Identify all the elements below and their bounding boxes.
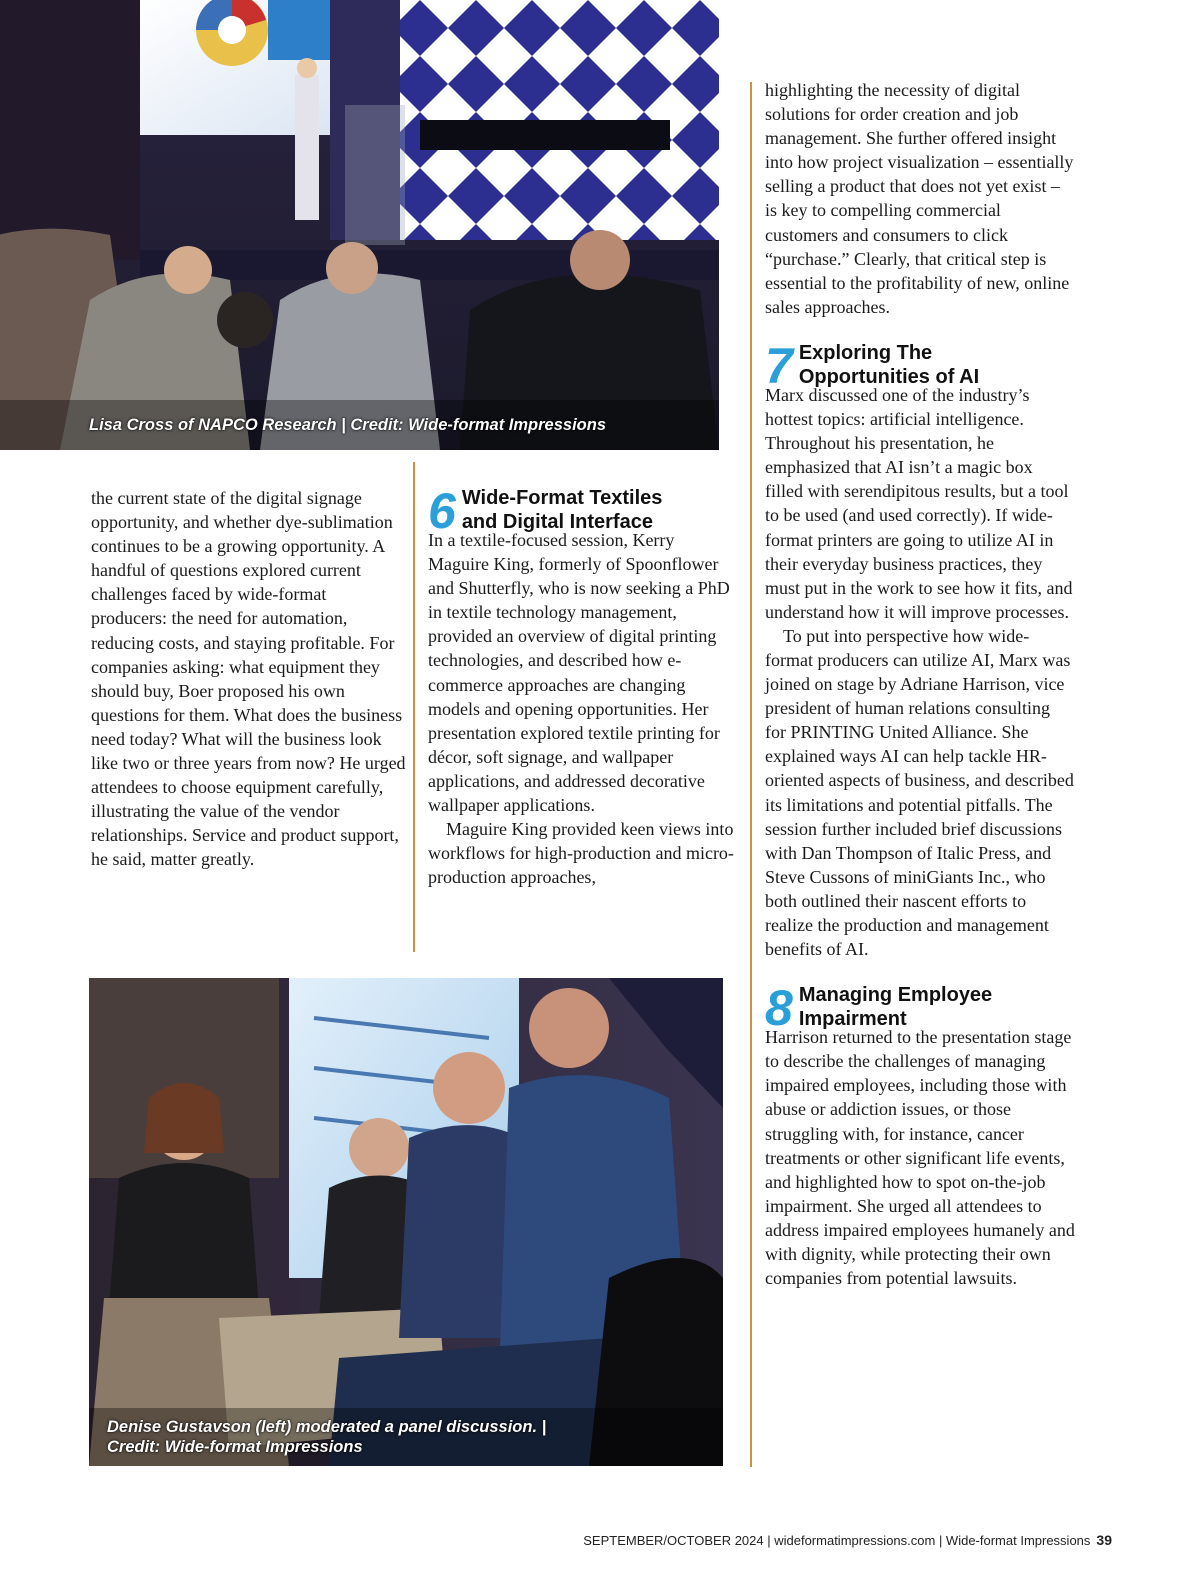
page-footer (583, 1532, 1112, 1548)
section-7-heading (765, 337, 1075, 394)
column-right (765, 78, 1075, 1290)
column-rule-right (750, 82, 752, 1467)
section-7-title (799, 341, 979, 389)
section-8-title-line-2: Impairment (798, 1008, 907, 1031)
middle-paragraph-1: In a textile-focused session, Kerry Maguire King, formerly of Spoonflower and Shutterfly, who is now seeking a PhD in textile technology management, provided an overview of digital printing technologies, and described how e-commerce approaches are changing models and opening opportunities. Her presentation explored textile printing for décor, soft signage, and wallpaper applications, and addressed decorative wallpaper applications. (428, 530, 730, 816)
column-middle (428, 483, 736, 889)
right-intro-paragraph: highlighting the necessity of digital solutions for order creation and job management. She further offered insight into how project visualization – essentially selling a product that does not yet exist – is key to compelling commercial customers and consumers to click “purchase.” Clearly, that critical step is essential to the profitability of new, online sales approaches. (765, 80, 1074, 317)
photo-bottom-caption (107, 1417, 546, 1457)
photo-top-caption: Lisa Cross of NAPCO Research | Credit: Wide-format Impressions (89, 416, 607, 434)
section-6-title (462, 486, 663, 534)
section-8-paragraph-1: Harrison returned to the presentation stage to describe the challenges of managing impaired employees, including those with abuse or addiction issues, or those struggling with, for instance, cancer treatments or other significant life events, and highlighted how to spot on-the-job impairment. She urged all attendees to address impaired employees humanely and with dignity, while protecting their own companies from potential lawsuits. (765, 1027, 1075, 1289)
section-7-paragraph-1: Marx discussed one of the industry’s hottest topics: artificial intelligence. Throughout his presentation, he emphasized that AI isn’t a magic box filled with serendipitous results, but a tool to be used (and used correctly). If wide-format printers are going to utilize AI in their everyday business practices, they must put in the work to see how it fits, and understand how it will improve processes. (765, 384, 1073, 622)
section-7-paragraph-2: To put into perspective how wide-format producers can utilize AI, Marx was joined on stage by Adriane Harrison, vice president of human relations consulting for PRINTING United Alliance. She explained ways AI can help tackle HR-oriented aspects of business, and described its limitations and potential pitfalls. The session further included brief discussions with Dan Thompson of Italic Press, and Steve Cussons of miniGiants Inc., who both outlined their nascent efforts to realize the production and management benefits of AI. (765, 625, 1074, 960)
photo-bottom-caption-line-1: Denise Gustavson (left) moderated a panel discussion. | (107, 1418, 547, 1436)
page-number: 39 (1096, 1532, 1112, 1548)
section-6-number: 6 (428, 483, 456, 539)
photo-bottom-caption-line-2: Credit: Wide-format Impressions (107, 1438, 363, 1456)
conference-stage-photo-icon (0, 0, 719, 450)
column-left (91, 486, 406, 872)
middle-paragraph-2: Maguire King provided keen views into workflows for high-production and micro-production approaches, (428, 819, 734, 888)
photo-bottom (89, 978, 723, 1466)
left-paragraph-1: the current state of the digital signage opportunity, and whether dye-sublimation continues to be a growing opportunity. A handful of questions explored current challenges faced by wide-format producers: the need for automation, reducing costs, and staying profitable. For companies asking: what equipment they should buy, Boer proposed his own questions for them. What does the business need today? What will the business look like two or three years from now? He urged attendees to choose equipment carefully, illustrating the value of the vendor relationships. Service and product support, he said, matter greatly. (91, 488, 406, 870)
section-8-heading (765, 980, 1075, 1037)
section-7-title-line-2: Opportunities of AI (798, 365, 980, 388)
section-7-title-line-1: Exploring The (798, 341, 933, 364)
panel-discussion-photo-icon (89, 978, 723, 1466)
column-rule-middle (413, 462, 415, 952)
section-8-title-line-1: Managing Employee (798, 984, 993, 1007)
photo-top (0, 0, 719, 450)
section-8-title (799, 983, 992, 1031)
section-8-number: 8 (765, 980, 793, 1037)
footer-text: SEPTEMBER/OCTOBER 2024 | wideformatimpressions.com | Wide-format Impressions (583, 1533, 1091, 1548)
section-6-title-line-2: and Digital Interface (461, 511, 653, 533)
section-7-number: 7 (765, 337, 793, 394)
section-6-heading (428, 483, 736, 539)
section-6-title-line-1: Wide-Format Textiles (461, 487, 663, 509)
